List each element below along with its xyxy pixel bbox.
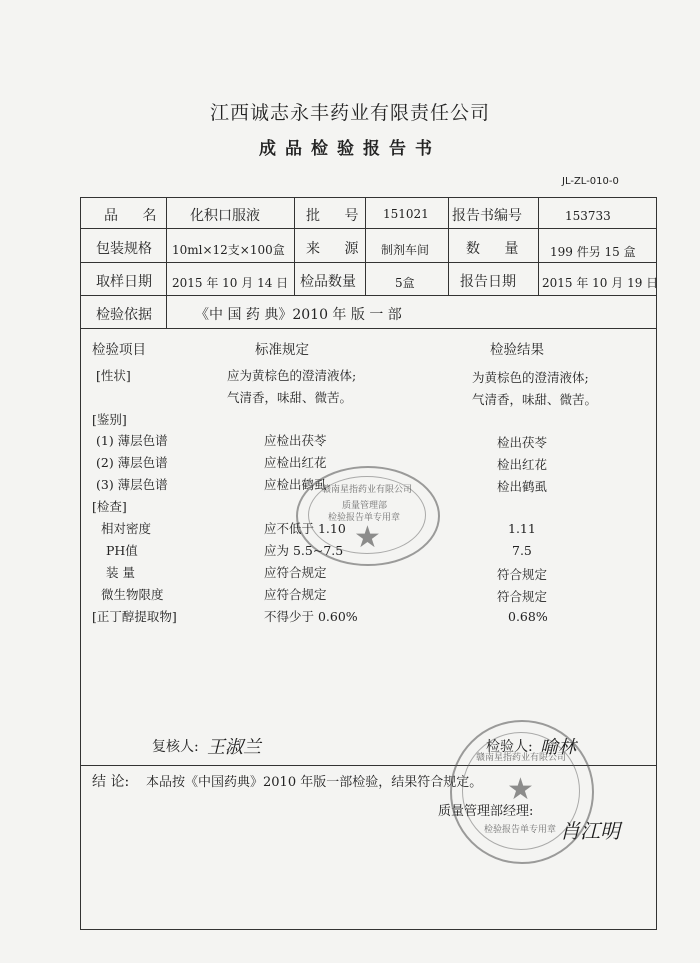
grid-line: [538, 197, 539, 295]
result-value: 符合规定: [497, 567, 548, 582]
result-item: [检查]: [92, 499, 127, 514]
result-standard: 不得少于 0.60%: [264, 609, 358, 624]
manager-label: 质量管理部经理:: [438, 804, 534, 819]
reviewer-signature: 王淑兰: [207, 737, 261, 758]
col-result-header: 检验结果: [490, 342, 544, 358]
result-item: 微生物限度: [101, 587, 164, 602]
result-value: 检出红花: [497, 457, 548, 472]
result-value: 1.11: [508, 521, 536, 536]
product-value: 化积口服液: [190, 208, 260, 224]
package-label: 包装规格: [96, 241, 152, 257]
result-value: 7.5: [512, 543, 532, 558]
grid-line: [80, 328, 657, 329]
quality-seal: ★ 赣南星指药业有限公司 检验报告单专用章: [450, 720, 594, 864]
quantity-value: 199 件另 15 盒: [550, 245, 636, 259]
result-item: (3) 薄层色谱: [96, 477, 168, 492]
report-no-value: 153733: [565, 209, 611, 223]
inspection-seal: ★ 赣南星指药业有限公司 质量管理部 检验报告单专用章: [296, 466, 440, 566]
result-item: [正丁醇提取物]: [92, 609, 177, 624]
result-standard: 应为黄棕色的澄清液体;: [227, 368, 357, 383]
result-item: [鉴别]: [92, 412, 127, 427]
result-value: 检出鹤虱: [497, 479, 548, 494]
sample-qty-value: 5盒: [395, 276, 415, 290]
manager-signature: 肖江明: [560, 819, 620, 843]
inspector-signature: 喻林: [540, 737, 576, 758]
conclusion-label: 结 论:: [92, 774, 130, 790]
grid-line: [294, 197, 295, 295]
sample-qty-label: 检品数量: [300, 274, 356, 290]
result-item: (2) 薄层色谱: [96, 455, 168, 470]
col-standard-header: 标准规定: [255, 342, 309, 358]
batch-label: 批 号: [306, 208, 369, 224]
result-standard: 应不低于 1.10: [264, 521, 346, 536]
star-icon: ★: [354, 520, 381, 555]
result-standard: 应检出红花: [264, 455, 327, 470]
star-icon: ★: [507, 772, 534, 807]
result-standard: 应检出茯苓: [264, 433, 327, 448]
conclusion-text: 本品按《中国药典》2010 年版一部检验，结果符合规定。: [146, 775, 483, 790]
result-standard: 气清香，味甜、微苦。: [227, 390, 353, 405]
grid-line: [448, 197, 449, 295]
result-value: 为黄棕色的澄清液体;: [472, 370, 589, 385]
result-item: 装 量: [106, 565, 135, 580]
result-item: (1) 薄层色谱: [96, 433, 168, 448]
sample-date-label: 取样日期: [96, 274, 152, 290]
report-date-label: 报告日期: [460, 274, 516, 290]
report-date-value: 2015 年 10 月 19 日: [542, 276, 659, 290]
result-item: 相对密度: [101, 521, 152, 536]
result-item: PH值: [106, 543, 138, 558]
product-label: 品 名: [104, 208, 167, 224]
basis-value: 《中 国 药 典》2010 年 版 一 部: [195, 307, 402, 323]
result-standard: 应符合规定: [264, 565, 327, 580]
batch-value: 151021: [383, 207, 429, 221]
report-no-label: 报告书编号: [452, 208, 522, 224]
sample-date-value: 2015 年 10 月 14 日: [172, 276, 289, 290]
result-value: 符合规定: [497, 589, 548, 604]
basis-label: 检验依据: [96, 307, 152, 323]
result-item: [性状]: [96, 368, 131, 383]
reviewer-label: 复核人:: [152, 739, 199, 755]
report-title: 成品检验报告书: [259, 139, 441, 159]
document-code: JL-ZL-010-0: [562, 176, 619, 187]
package-value: 10ml×12支×100盒: [172, 243, 285, 257]
result-value: 检出茯苓: [497, 435, 548, 450]
col-item-header: 检验项目: [92, 342, 146, 358]
result-standard: 应为 5.5~7.5: [264, 543, 344, 558]
inspector-label: 检验人:: [486, 739, 533, 755]
result-standard: 应符合规定: [264, 587, 327, 602]
result-standard: 应检出鹤虱: [264, 477, 327, 492]
result-value: 气清香，味甜、微苦。: [472, 392, 598, 407]
quantity-label: 数 量: [466, 241, 529, 257]
source-value: 制剂车间: [381, 243, 430, 257]
company-name: 江西诚志永丰药业有限责任公司: [209, 102, 490, 124]
source-label: 来 源: [306, 241, 369, 257]
result-value: 0.68%: [508, 609, 548, 624]
